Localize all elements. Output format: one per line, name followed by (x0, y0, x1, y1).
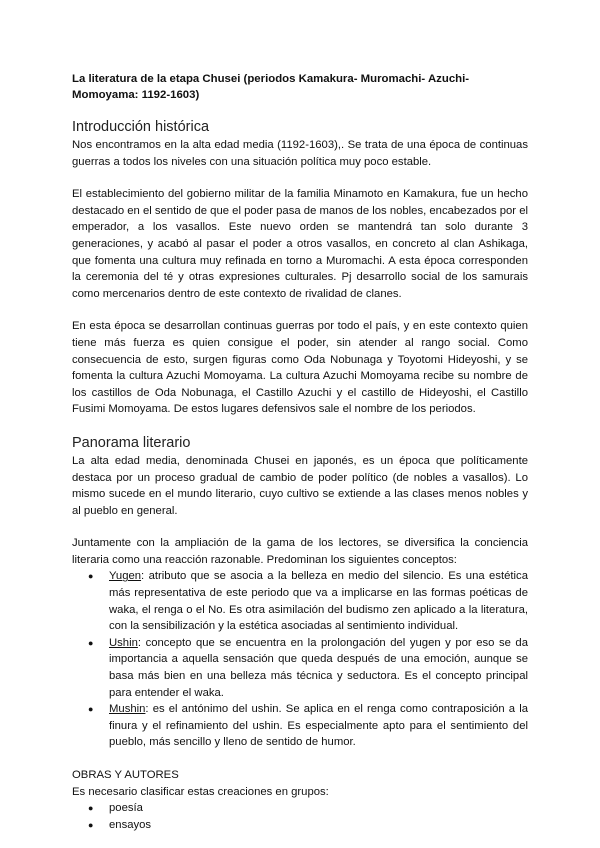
list-item (88, 568, 528, 634)
bullet-icon: ● (88, 571, 94, 582)
list-item (88, 635, 528, 701)
list-item (88, 817, 528, 834)
section-heading-literary: Panorama literario (72, 434, 191, 451)
concept-term: Ushin (109, 636, 138, 649)
group-label: poesía (109, 802, 143, 815)
group-label: ensayos (109, 818, 152, 831)
works-intro: Es necesario clasificar estas creaciones en grupos: (72, 785, 329, 798)
list-item (88, 800, 528, 817)
list-item (88, 701, 528, 751)
paragraph: En esta época se desarrollan continuas guerras por todo el país, y en este contexto quien tiene más fuerza es quien consigue el poder, sin atender al rango social. Como consecuencia de esto, surgen figuras como Oda Nobunaga y Toyotomi Hideyoshi, y se fomenta la cultura Azuchi Momoyama. La cultura Azuchi Momoyama recibe su nombre de los castillos de Oda Nobunaga, el Castillo Azuchi y el castillo de Hideyoshi, el Castillo Fusimi Momoyama. De estos lugares defensivos sale el nombre de los periodos. (72, 320, 528, 416)
concept-list (72, 568, 528, 751)
groups-list (72, 800, 528, 833)
section-heading-intro: Introducción histórica (72, 119, 210, 135)
concept-text: : atributo que se asocia a la belleza en medio del silencio. Es una estética más representativa de este periodo que va a implicarse en las formas poéticas de waka, el renga o el No. Es otra asimilación del budismo zen aplicado a la literatura, con la sensibilización y la estética asociadas al sentimiento individual. (109, 570, 528, 633)
bullet-icon: ● (88, 637, 94, 648)
bullet-icon: ● (88, 819, 94, 830)
bullet-icon: ● (88, 803, 94, 814)
concept-term: Mushin (109, 703, 146, 716)
paragraph: La alta edad media, denominada Chusei en japonés, es un época que políticamente destaca por un proceso gradual de cambio de poder político (de nobles a vasallos). Lo mismo sucede en el mundo literario, cuyo cultivo se extiende a las clases menos nobles y al pueblo en general. (72, 454, 528, 517)
document-title: La literatura de la etapa Chusei (periodos Kamakura- Muromachi- Azuchi- Momoyama: 1192-1603) (72, 73, 470, 101)
paragraph: El establecimiento del gobierno militar de la familia Minamoto en Kamakura, fue un hecho destacado en el sentido de que el poder pasa de manos de los nobles, encabezados por el emperador, a los vasallos. Este nuevo orden se mantendrá tan solo durante 3 generaciones, y acabó al pasar el poder a otros vasallos, en concreto al clan Ashikaga, que fomenta una cultura muy refinada en torno a Muromachi. A esta época corresponden la ceremonia del té y otras expresiones culturales. Pj desarrollo social de los samurais como mercenarios dentro de este contexto de rivalidad de clanes. (72, 188, 528, 300)
paragraph: Juntamente con la ampliación de la gama de los lectores, se diversifica la conciencia literaria como una reacción razonable. Predominan los siguientes conceptos: (72, 537, 528, 566)
concept-term: Yugen (109, 570, 142, 583)
works-heading: OBRAS Y AUTORES (72, 769, 179, 781)
bullet-icon: ● (88, 704, 94, 715)
concept-text: : es el antónimo del ushin. Se aplica en el renga como contraposición a la finura y el refinamiento del ushin. Es especialmente apto para el sentimiento del pueblo, más sencillo y lleno de sentido de humor. (109, 703, 528, 749)
paragraph: Nos encontramos en la alta edad media (1192-1603),. Se trata de una época de continuas guerras a todos los niveles con una situación política muy poco estable. (72, 139, 528, 168)
concept-text: : concepto que se encuentra en la prolongación del yugen y por eso se da importancia a aquella sensación que queda después de una emoción, aunque se basa más bien en una belleza más técnica y seductora. Es el concepto principal para entender el waka. (109, 636, 528, 699)
